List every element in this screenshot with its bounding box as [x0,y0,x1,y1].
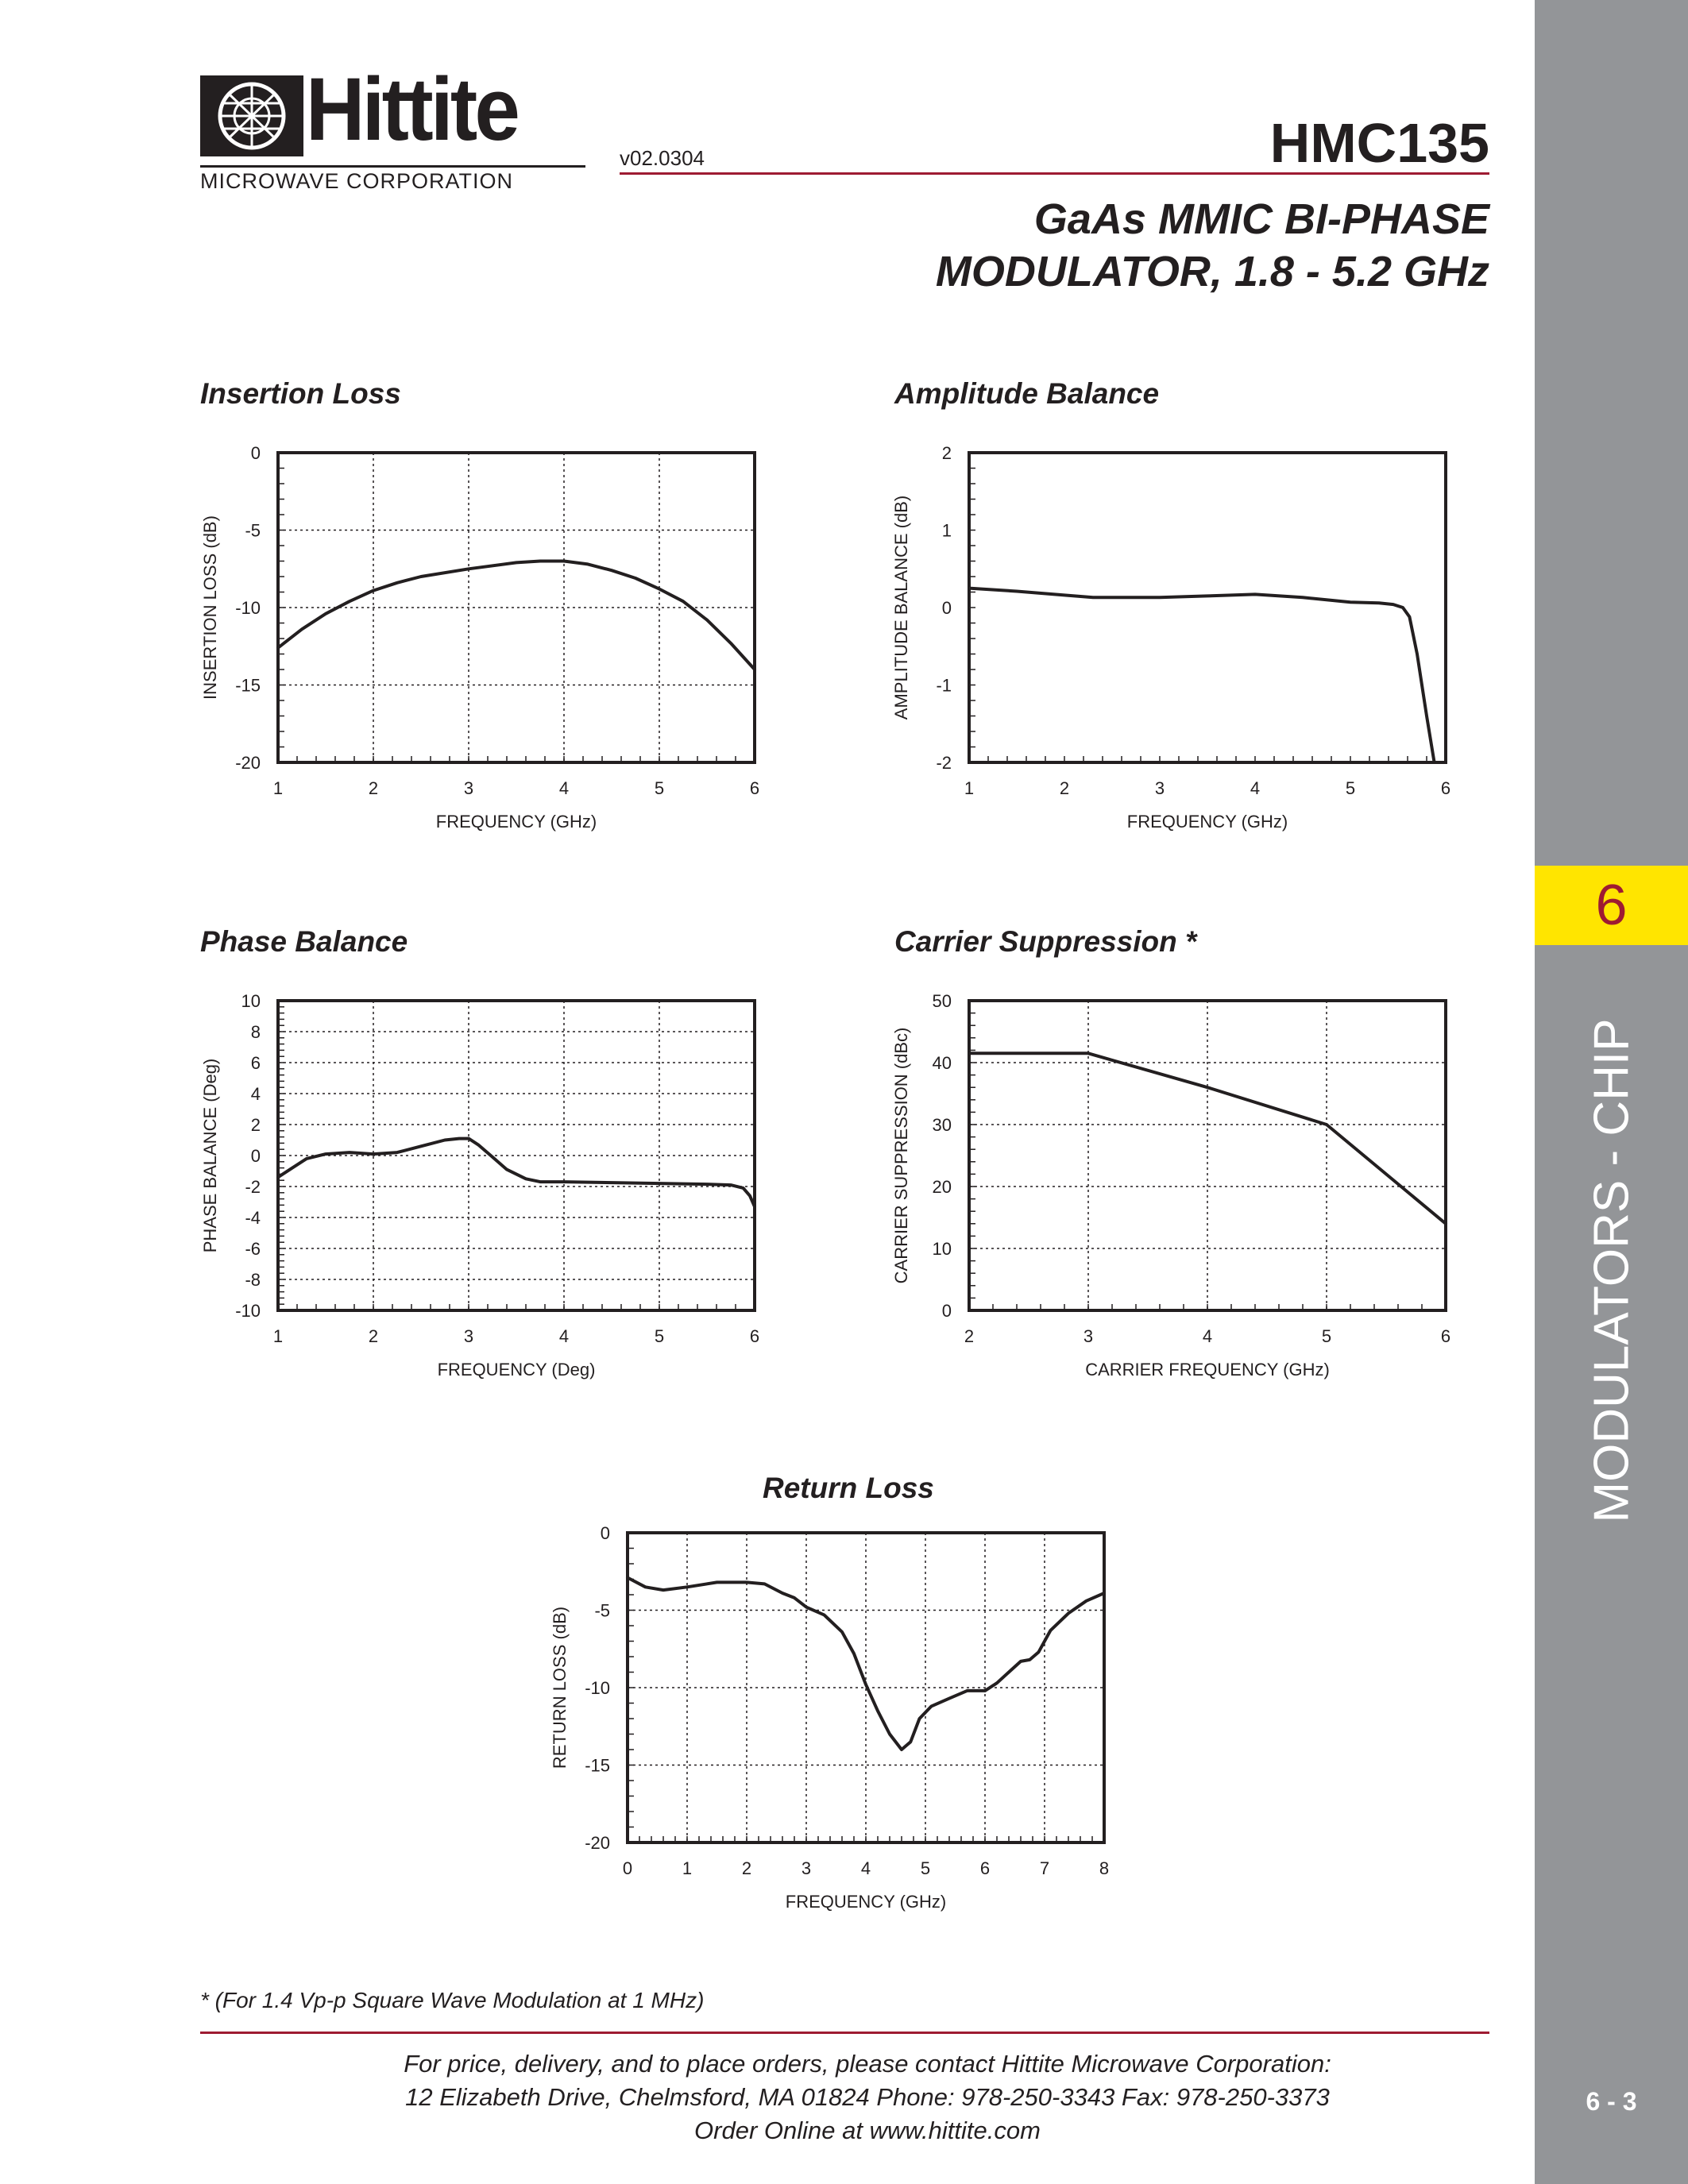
y-tick-label: 2 [250,1115,261,1135]
y-tick-label: 8 [250,1022,261,1042]
x-tick-label: 3 [463,778,474,798]
plot-frame [278,1001,755,1310]
phase-balance-chart [191,977,778,1398]
y-tick-label: 0 [941,1301,952,1321]
logo-wordmark: Hittite [306,60,518,159]
y-tick-label: 0 [250,443,261,463]
x-tick-label: 6 [1440,1326,1451,1346]
y-tick-label: -15 [585,1755,610,1776]
x-tick-label: 6 [1440,778,1451,798]
y-tick-label: 10 [932,1239,952,1259]
footer-rule [200,2032,1489,2034]
y-tick-label: -20 [235,753,261,773]
series-line [278,561,755,670]
y-tick-label: 0 [600,1523,610,1543]
y-axis-label: PHASE BALANCE (Deg) [200,1058,220,1253]
return-loss-chart [540,1509,1128,1930]
y-tick-label: -4 [245,1208,261,1228]
y-tick-label: -2 [936,753,952,773]
x-tick-label: 1 [272,778,284,798]
x-tick-label: 2 [368,1326,379,1346]
x-tick-label: 2 [368,778,379,798]
y-tick-label: 2 [941,443,952,463]
y-tick-label: 0 [941,598,952,618]
x-tick-label: 5 [1345,778,1356,798]
x-tick-label: 5 [920,1858,931,1878]
y-tick-label: 0 [250,1146,261,1166]
section-label [1535,961,1688,1580]
x-tick-label: 5 [654,778,665,798]
x-tick-label: 4 [860,1858,871,1878]
carrier-suppression-chart [882,977,1470,1398]
x-axis-label: FREQUENCY (GHz) [435,812,597,832]
x-tick-label: 8 [1099,1858,1110,1878]
y-tick-label: 1 [941,520,952,541]
x-tick-label: 7 [1039,1858,1050,1878]
logo-rule [200,165,585,168]
product-title [936,193,1489,298]
product-title-line2: MODULATOR, 1.8 - 5.2 GHz [935,248,1489,295]
y-tick-label: -8 [245,1270,261,1290]
page-number: 6 - 3 [1586,2087,1637,2116]
y-axis-label: RETURN LOSS (dB) [550,1606,570,1769]
x-tick-label: 2 [1059,778,1070,798]
y-tick-label: 10 [241,991,261,1011]
contact-footer [200,2047,1535,2147]
y-tick-label: 6 [250,1053,261,1073]
chart-title-carrier-suppression: Carrier Suppression * [894,925,1197,958]
x-axis-label: FREQUENCY (Deg) [437,1360,596,1379]
y-tick-label: -1 [936,675,952,696]
x-axis-label: CARRIER FREQUENCY (GHz) [1085,1360,1330,1379]
x-tick-label: 2 [964,1326,975,1346]
product-title-line1: GaAs MMIC BI-PHASE [1033,195,1489,243]
y-tick-label: -5 [594,1600,610,1621]
section-label-text: MODULATORS - CHIP [1584,1018,1639,1523]
x-tick-label: 3 [1083,1326,1094,1346]
footer-line2: 12 Elizabeth Drive, Chelmsford, MA 01824 Phone: 978-250-3343 Fax: 978-250-3373 [405,2083,1330,2111]
insertion-loss-chart [191,429,778,850]
plot-frame [969,453,1446,762]
x-tick-label: 0 [622,1858,633,1878]
plot-frame [278,453,755,762]
y-axis-label: AMPLITUDE BALANCE (dB) [891,495,911,720]
version-label: v02.0304 [620,146,705,170]
y-tick-label: -15 [235,675,261,696]
x-tick-label: 2 [741,1858,752,1878]
x-tick-label: 5 [654,1326,665,1346]
x-tick-label: 3 [1154,778,1165,798]
x-tick-label: 3 [463,1326,474,1346]
y-tick-label: -6 [245,1239,261,1259]
x-tick-label: 5 [1321,1326,1332,1346]
y-tick-label: -10 [235,1301,261,1321]
y-axis-label: INSERTION LOSS (dB) [200,515,220,700]
x-tick-label: 6 [979,1858,991,1878]
x-tick-label: 4 [558,1326,570,1346]
amplitude-balance-chart [882,429,1470,850]
chart-title-phase-balance: Phase Balance [200,925,408,958]
footer-line1: For price, delivery, and to place orders, please contact Hittite Microwave Corporation: [404,2050,1331,2078]
logo-subtitle: MICROWAVE CORPORATION [200,169,514,193]
x-tick-label: 3 [801,1858,812,1878]
chart-title-amplitude-balance: Amplitude Balance [894,377,1160,410]
y-tick-label: 20 [932,1177,952,1197]
chart-title-return-loss: Return Loss [763,1472,934,1504]
x-tick-label: 1 [682,1858,693,1878]
logo-mark [200,75,303,156]
section-tab: 6 [1535,866,1688,945]
y-tick-label: 4 [250,1084,261,1104]
x-tick-label: 1 [272,1326,284,1346]
footer-line3: Order Online at www.hittite.com [694,2116,1041,2144]
x-axis-label: FREQUENCY (GHz) [1126,812,1288,832]
footnote: * (For 1.4 Vp-p Square Wave Modulation at 1 MHz) [200,1988,705,2012]
x-axis-label: FREQUENCY (GHz) [785,1892,947,1912]
x-tick-label: 1 [964,778,975,798]
y-tick-label: 50 [932,991,952,1011]
x-tick-label: 6 [749,1326,760,1346]
x-tick-label: 6 [749,778,760,798]
y-tick-label: -2 [245,1177,261,1197]
y-tick-label: -10 [235,598,261,618]
series-line [278,1139,755,1207]
y-tick-label: -5 [245,520,261,541]
part-number: HMC135 [1269,112,1489,174]
series-line [969,588,1435,762]
chart-title-insertion-loss: Insertion Loss [200,377,401,410]
x-tick-label: 4 [1202,1326,1213,1346]
y-tick-label: 30 [932,1115,952,1135]
x-tick-label: 4 [558,778,570,798]
x-tick-label: 4 [1250,778,1261,798]
y-tick-label: -20 [585,1833,610,1853]
y-tick-label: 40 [932,1053,952,1073]
logo-globe-icon [200,75,303,156]
y-tick-label: -10 [585,1678,610,1698]
y-axis-label: CARRIER SUPPRESSION (dBc) [891,1027,911,1284]
